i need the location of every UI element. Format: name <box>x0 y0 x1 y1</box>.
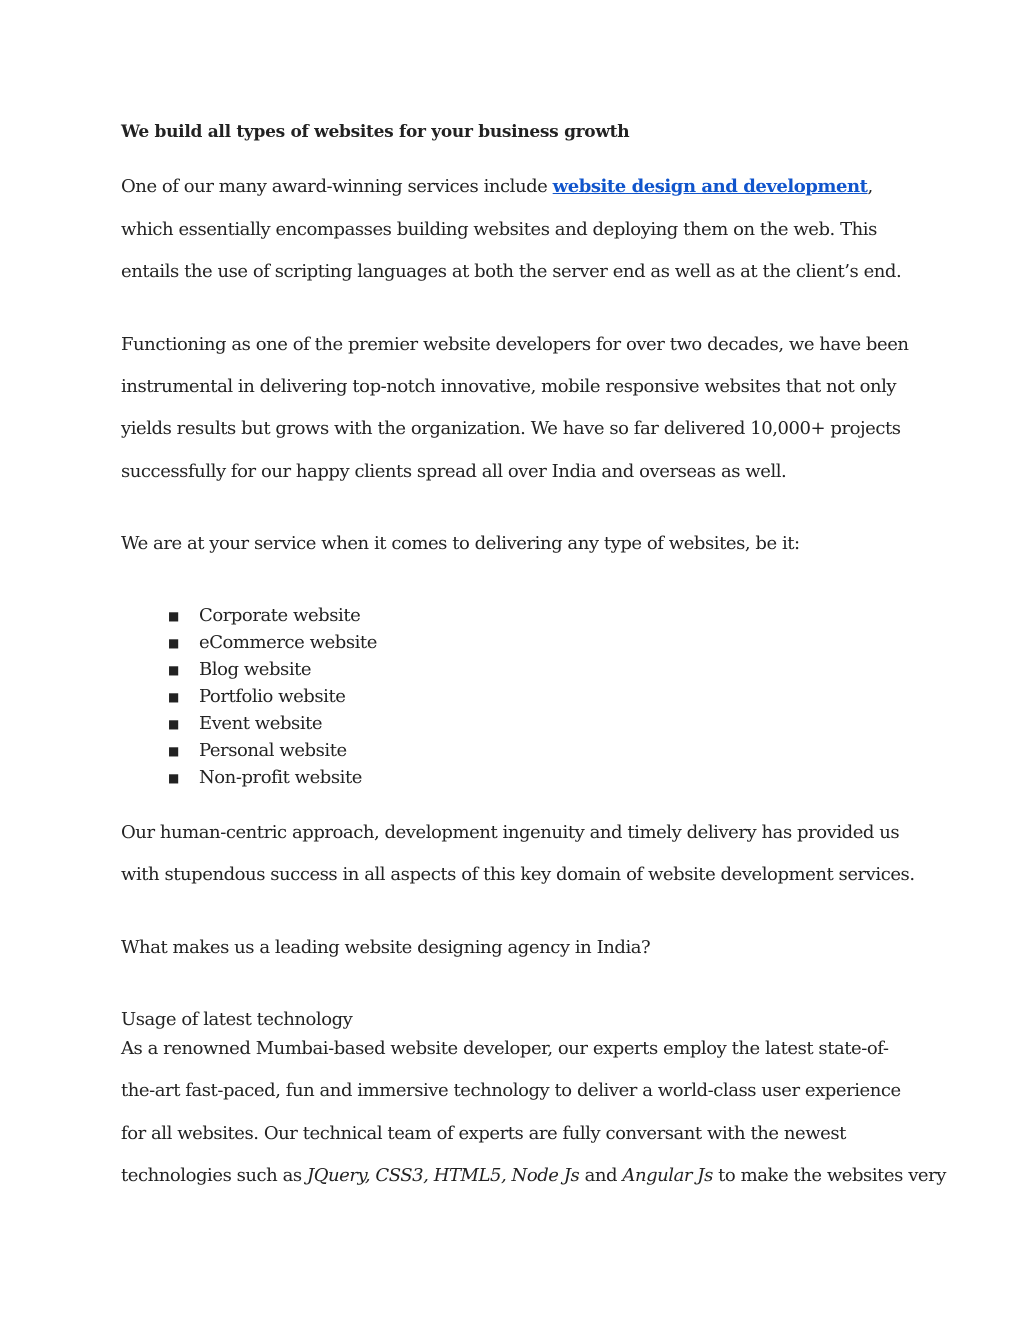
website-design-link[interactable]: website design and development <box>552 176 868 197</box>
section-subheading: Usage of latest technology <box>121 1009 353 1030</box>
tech-angular: Angular Js <box>622 1165 713 1186</box>
tech-list: JQuery, CSS3, HTML5, Node Js <box>306 1165 580 1186</box>
paragraph-1-line-1 <box>121 175 873 199</box>
list-item-label: eCommerce website <box>199 632 377 653</box>
paragraph-4-line-1: Our human-centric approach, development ingenuity and timely delivery has provided us <box>121 822 900 843</box>
paragraph-2-line-3: yields results but grows with the organization. We have so far delivered 10,000+ projects <box>121 418 901 439</box>
paragraph-5-text: technologies such as <box>121 1165 307 1186</box>
paragraph-5-line-2: the-art fast-paced, fun and immersive technology to deliver a world-class user experience <box>121 1080 901 1101</box>
paragraph-5-ending: to make the websites very <box>712 1165 946 1186</box>
bullet-icon: ■ <box>168 609 179 623</box>
list-item <box>168 739 377 766</box>
paragraph-5-line-1: As a renowned Mumbai-based website developer, our experts employ the latest state-of- <box>121 1038 889 1059</box>
paragraph-1-line-2: which essentially encompasses building websites and deploying them on the web. This <box>121 219 877 240</box>
paragraph-1-comma: , <box>867 176 873 197</box>
list-item <box>168 658 377 685</box>
list-item <box>168 604 377 631</box>
paragraph-2-line-4: successfully for our happy clients spread all over India and overseas as well. <box>121 461 787 482</box>
paragraph-3: We are at your service when it comes to delivering any type of websites, be it: <box>121 533 800 554</box>
paragraph-2-line-2: instrumental in delivering top-notch innovative, mobile responsive websites that not only <box>121 376 897 397</box>
paragraph-5-and: and <box>579 1165 623 1186</box>
paragraph-5-line-3: for all websites. Our technical team of experts are fully conversant with the newest <box>121 1123 846 1144</box>
list-item-label: Non-profit website <box>199 767 362 788</box>
website-types-list <box>168 604 377 793</box>
bullet-icon: ■ <box>168 717 179 731</box>
paragraph-4-line-2: with stupendous success in all aspects of this key domain of website development services. <box>121 864 915 885</box>
bullet-icon: ■ <box>168 771 179 785</box>
list-item-label: Event website <box>199 713 323 734</box>
list-item <box>168 712 377 739</box>
paragraph-1-text: One of our many award-winning services include <box>121 176 553 197</box>
bullet-icon: ■ <box>168 636 179 650</box>
paragraph-2-line-1: Functioning as one of the premier website developers for over two decades, we have been <box>121 334 909 355</box>
list-item-label: Portfolio website <box>199 686 346 707</box>
list-item <box>168 766 377 793</box>
list-item <box>168 631 377 658</box>
bullet-icon: ■ <box>168 744 179 758</box>
page-heading: We build all types of websites for your business growth <box>121 122 630 142</box>
paragraph-5-line-4 <box>121 1164 946 1188</box>
paragraph-1-line-3: entails the use of scripting languages at both the server end as well as at the client’s end. <box>121 261 902 282</box>
section-question: What makes us a leading website designing agency in India? <box>121 937 651 958</box>
list-item <box>168 685 377 712</box>
bullet-icon: ■ <box>168 663 179 677</box>
list-item-label: Corporate website <box>199 605 361 626</box>
list-item-label: Personal website <box>199 740 347 761</box>
list-item-label: Blog website <box>199 659 312 680</box>
bullet-icon: ■ <box>168 690 179 704</box>
